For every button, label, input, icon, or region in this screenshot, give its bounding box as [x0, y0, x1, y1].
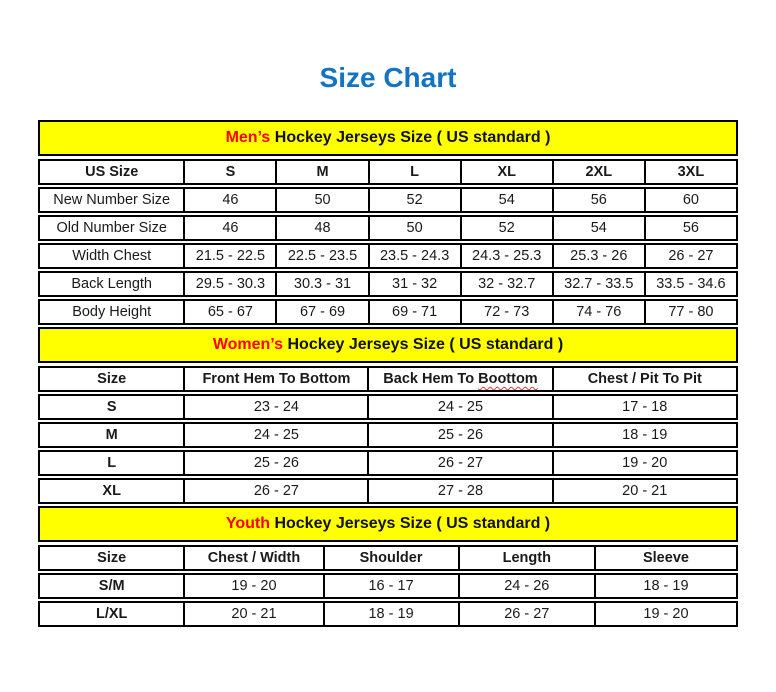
page-title: Size Chart — [319, 62, 457, 93]
table-row-new-number-size — [38, 187, 738, 213]
row-label: L/XL — [95, 606, 128, 622]
column-header-s: S — [183, 161, 275, 183]
column-header-size: Size — [97, 371, 127, 387]
size-cell: 54 — [460, 189, 552, 211]
size-cell: 19 - 20 — [594, 603, 736, 625]
size-cell: 48 — [275, 217, 367, 239]
size-cell: 20 - 21 — [183, 603, 322, 625]
mens-section-header — [38, 120, 738, 156]
row-label: XL — [102, 483, 121, 499]
table-row-width-chest — [38, 243, 738, 269]
size-cell: 25.3 - 26 — [552, 245, 644, 267]
size-cell: 65 - 67 — [183, 301, 275, 323]
back-hem-misspelled-word: Boottom — [478, 371, 538, 387]
row-label: S — [106, 399, 117, 415]
back-hem-prefix: Back Hem To — [383, 371, 479, 387]
mens-section-highlight: Men’s — [225, 129, 271, 146]
size-cell: 24 - 25 — [367, 396, 551, 418]
youth-section — [38, 506, 738, 627]
column-header-sleeve: Sleeve — [594, 547, 736, 569]
size-cell: 29.5 - 30.3 — [183, 273, 275, 295]
womens-section — [38, 327, 738, 504]
column-header-l: L — [368, 161, 460, 183]
size-cell: 60 — [644, 189, 736, 211]
column-header-shoulder: Shoulder — [323, 547, 458, 569]
column-header-us-size: US Size — [85, 164, 139, 180]
column-header-chest-width: Chest / Width — [183, 547, 322, 569]
womens-section-title-rest: Hockey Jerseys Size ( US standard ) — [283, 336, 564, 353]
column-header-back-hem — [367, 368, 551, 390]
size-cell: 26 - 27 — [458, 603, 594, 625]
mens-header-row — [38, 159, 738, 185]
column-header-front-hem: Front Hem To Bottom — [183, 368, 367, 390]
size-cell: 19 - 20 — [183, 575, 322, 597]
mens-section — [38, 120, 738, 325]
size-cell: 69 - 71 — [368, 301, 460, 323]
size-cell: 24 - 26 — [458, 575, 594, 597]
womens-header-row — [38, 366, 738, 392]
size-cell: 26 - 27 — [644, 245, 736, 267]
size-cell: 31 - 32 — [368, 273, 460, 295]
column-header-size: Size — [97, 550, 127, 566]
table-row-body-height — [38, 299, 738, 325]
size-cell: 19 - 20 — [552, 452, 736, 474]
size-cell: 46 — [183, 189, 275, 211]
size-cell: 56 — [552, 189, 644, 211]
table-row-women-l — [38, 450, 738, 476]
table-row-women-xl — [38, 478, 738, 504]
size-cell: 52 — [368, 189, 460, 211]
size-cell: 23.5 - 24.3 — [368, 245, 460, 267]
size-cell: 72 - 73 — [460, 301, 552, 323]
size-cell: 50 — [275, 189, 367, 211]
size-cell: 30.3 - 31 — [275, 273, 367, 295]
column-header-m: M — [275, 161, 367, 183]
row-label: M — [105, 427, 118, 443]
size-cell: 24 - 25 — [183, 424, 367, 446]
row-label: Back Length — [71, 276, 152, 292]
row-label: S/M — [98, 578, 125, 594]
size-cell: 52 — [460, 217, 552, 239]
mens-section-title-rest: Hockey Jerseys Size ( US standard ) — [270, 129, 551, 146]
table-row-women-s — [38, 394, 738, 420]
womens-section-header — [38, 327, 738, 363]
size-cell: 32 - 32.7 — [460, 273, 552, 295]
row-label: Width Chest — [72, 248, 152, 264]
row-label: Body Height — [72, 304, 152, 320]
size-cell: 67 - 69 — [275, 301, 367, 323]
womens-section-highlight: Women’s — [212, 336, 284, 353]
size-cell: 56 — [644, 217, 736, 239]
size-cell: 50 — [368, 217, 460, 239]
size-cell: 74 - 76 — [552, 301, 644, 323]
size-cell: 17 - 18 — [552, 396, 736, 418]
size-cell: 20 - 21 — [552, 480, 736, 502]
table-row-youth-sm — [38, 573, 738, 599]
size-cell: 22.5 - 23.5 — [275, 245, 367, 267]
youth-section-highlight: Youth — [225, 515, 270, 532]
table-row-back-length — [38, 271, 738, 297]
table-row-old-number-size — [38, 215, 738, 241]
size-cell: 32.7 - 33.5 — [552, 273, 644, 295]
size-cell: 23 - 24 — [183, 396, 367, 418]
size-chart-tables — [38, 120, 738, 627]
youth-section-header — [38, 506, 738, 542]
table-row-youth-lxl — [38, 601, 738, 627]
size-cell: 54 — [552, 217, 644, 239]
size-cell: 46 — [183, 217, 275, 239]
size-cell: 18 - 19 — [552, 424, 736, 446]
size-cell: 25 - 26 — [367, 424, 551, 446]
size-cell: 33.5 - 34.6 — [644, 273, 736, 295]
size-cell: 77 - 80 — [644, 301, 736, 323]
size-cell: 25 - 26 — [183, 452, 367, 474]
row-label: Old Number Size — [56, 220, 167, 236]
youth-section-title-rest: Hockey Jerseys Size ( US standard ) — [270, 515, 551, 532]
column-header-chest-pit: Chest / Pit To Pit — [552, 368, 736, 390]
column-header-length: Length — [458, 547, 594, 569]
table-row-women-m — [38, 422, 738, 448]
row-label: New Number Size — [53, 192, 171, 208]
column-header-3xl: 3XL — [644, 161, 736, 183]
size-cell: 18 - 19 — [323, 603, 458, 625]
size-cell: 21.5 - 22.5 — [183, 245, 275, 267]
youth-header-row — [38, 545, 738, 571]
size-cell: 24.3 - 25.3 — [460, 245, 552, 267]
column-header-2xl: 2XL — [552, 161, 644, 183]
size-cell: 26 - 27 — [367, 452, 551, 474]
size-cell: 18 - 19 — [594, 575, 736, 597]
size-cell: 26 - 27 — [183, 480, 367, 502]
column-header-xl: XL — [460, 161, 552, 183]
row-label: L — [107, 455, 117, 471]
size-cell: 27 - 28 — [367, 480, 551, 502]
size-cell: 16 - 17 — [323, 575, 458, 597]
